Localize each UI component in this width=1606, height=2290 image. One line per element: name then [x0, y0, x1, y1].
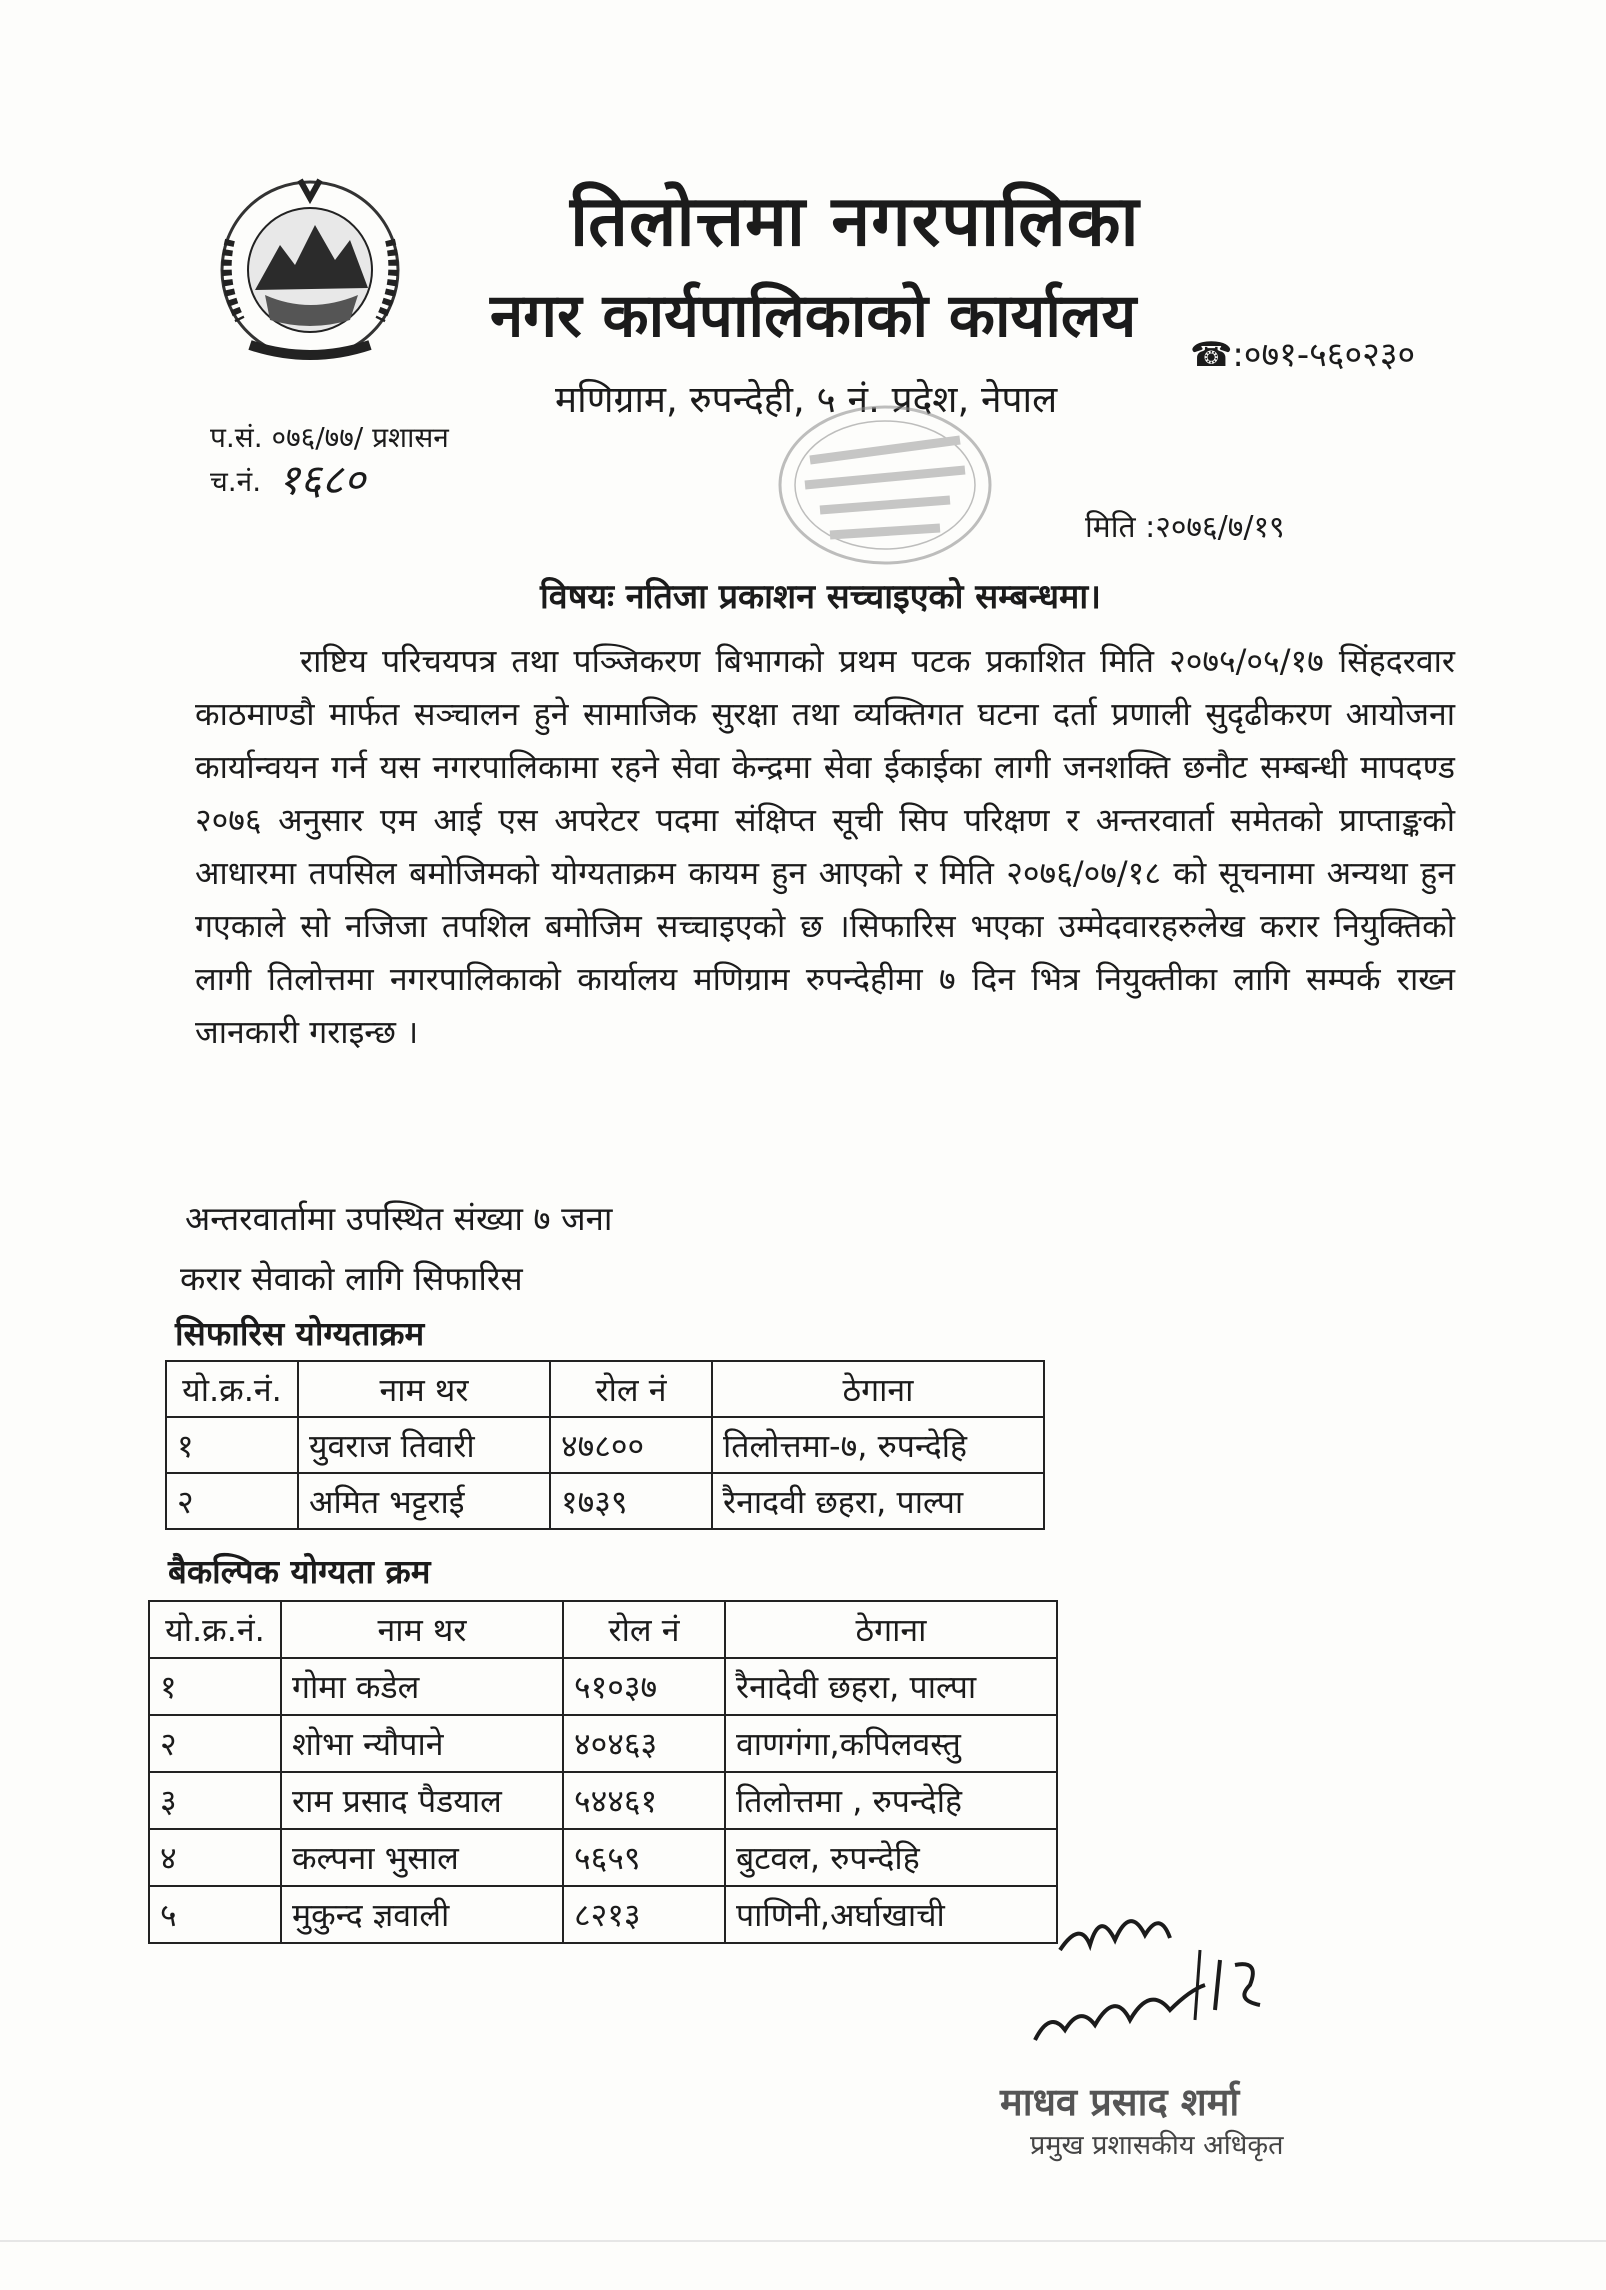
cell-roll: ४०४६३	[563, 1715, 725, 1772]
dispatch-label: च.नं.	[210, 465, 262, 498]
table-header-row	[149, 1601, 1057, 1658]
alternate-table	[148, 1600, 1058, 1944]
cell-serial: ३	[149, 1772, 281, 1829]
table-row	[149, 1886, 1057, 1943]
dispatch-number: १६८०	[278, 455, 366, 504]
cell-serial: २	[166, 1473, 298, 1529]
cell-roll: ५६५९	[563, 1829, 725, 1886]
table-row	[149, 1772, 1057, 1829]
cell-name: अमित भट्टराई	[298, 1473, 550, 1529]
signatory-name: माधव प्रसाद शर्मा	[1000, 2080, 1240, 2124]
letter-subject: विषयः नतिजा प्रकाशन सच्चाइएको सम्बन्धमा।	[540, 577, 1102, 617]
cell-serial: १	[149, 1658, 281, 1715]
cell-roll: ४७८००	[550, 1417, 712, 1473]
government-emblem-icon	[200, 170, 420, 370]
alternate-heading: बैकल्पिक योग्यता क्रम	[168, 1552, 431, 1591]
table-row	[149, 1829, 1057, 1886]
column-header: रोल नं	[550, 1361, 712, 1417]
table-row	[149, 1658, 1057, 1715]
cell-address: रैनादवी छहरा, पाल्पा	[712, 1473, 1044, 1529]
letter-reference: प.सं. ०७६/७७/ प्रशासन	[210, 421, 449, 454]
recommended-table	[165, 1360, 1045, 1530]
recommended-heading: सिफारिस योग्यताक्रम	[175, 1314, 425, 1353]
municipality-title: तिलोत्तमा नगरपालिका	[570, 180, 1140, 262]
cell-address: पाणिनी,अर्घाखाची	[725, 1886, 1057, 1943]
office-seal-stamp	[770, 400, 1000, 570]
signatory-title: प्रमुख प्रशासकीय अधिकृत	[1030, 2130, 1284, 2161]
cell-address: तिलोत्तमा-७, रुपन्देहि	[712, 1417, 1044, 1473]
cell-serial: ४	[149, 1829, 281, 1886]
column-header: यो.क्र.नं.	[166, 1361, 298, 1417]
cell-name: युवराज तिवारी	[298, 1417, 550, 1473]
column-header: ठेगाना	[725, 1601, 1057, 1658]
letter-date: मिति :२०७६/७/१९	[1085, 510, 1285, 545]
cell-address: बुटवल, रुपन्देहि	[725, 1829, 1057, 1886]
office-title: नगर कार्यपालिकाको कार्यालय	[490, 281, 1137, 351]
present-count: अन्तरवार्तामा उपस्थित संख्या ७ जना	[185, 1199, 613, 1238]
column-header: ठेगाना	[712, 1361, 1044, 1417]
column-header: नाम थर	[298, 1361, 550, 1417]
table-row	[149, 1715, 1057, 1772]
cell-roll: ५१०३७	[563, 1658, 725, 1715]
cell-address: तिलोत्तमा , रुपन्देहि	[725, 1772, 1057, 1829]
cell-roll: ८२१३	[563, 1886, 725, 1943]
table-row	[166, 1473, 1044, 1529]
cell-name: मुकुन्द ज्ञवाली	[281, 1886, 563, 1943]
table-row	[166, 1417, 1044, 1473]
table-header-row	[166, 1361, 1044, 1417]
cell-name: गोमा कडेल	[281, 1658, 563, 1715]
cell-serial: २	[149, 1715, 281, 1772]
cell-serial: १	[166, 1417, 298, 1473]
handwritten-signature	[1020, 1890, 1280, 2070]
recommend-line: करार सेवाको लागि सिफारिस	[180, 1259, 523, 1298]
column-header: रोल नं	[563, 1601, 725, 1658]
cell-name: शोभा न्यौपाने	[281, 1715, 563, 1772]
cell-serial: ५	[149, 1886, 281, 1943]
office-address: मणिग्राम, रुपन्देही, ५ नं. प्रदेश, नेपाल	[555, 378, 1058, 421]
cell-name: राम प्रसाद पैडयाल	[281, 1772, 563, 1829]
page-bottom-rule	[0, 2240, 1606, 2242]
cell-name: कल्पना भुसाल	[281, 1829, 563, 1886]
cell-address: वाणगंगा,कपिलवस्तु	[725, 1715, 1057, 1772]
column-header: नाम थर	[281, 1601, 563, 1658]
column-header: यो.क्र.नं.	[149, 1601, 281, 1658]
cell-address: रैनादेवी छहरा, पाल्पा	[725, 1658, 1057, 1715]
letter-body: राष्टिय परिचयपत्र तथा पञ्जिकरण बिभागको प्रथम पटक प्रकाशित मिति २०७५/०५/१७ सिंहदरवार काठमाण्डौ मार्फत सञ्चालन हुने सामाजिक सुरक्षा तथा व्यक्तिगत घटना दर्ता प्रणाली सुदृढीकरण आयोजना कार्यान्वयन गर्न यस नगरपालिकामा रहने सेवा केन्द्रमा सेवा ईकाईका लागी जनशक्ति छनौट सम्बन्धी मापदण्ड २०७६ अनुसार एम आई एस अपरेटर पदमा संक्षिप्त सूची सिप परिक्षण र अन्तरवार्ता समेतको प्राप्ताङ्कको आधारमा तपसिल बमोजिमको योग्यताक्रम कायम हुन आएको र मिति २०७६/०७/१८ को सूचनामा अन्यथा हुन गएकाले सो नजिजा तपशिल बमोजिम सच्चाइएको छ ।सिफारिस भएका उम्मेदवारहरुलेख करार नियुक्तिको लागी तिलोत्तमा नगरपालिकाको कार्यालय मणिग्राम रुपन्देहीमा ७ दिन भित्र नियुक्तीका लागि सम्पर्क राख्न जानकारी गराइन्छ ।	[195, 642, 1455, 1051]
cell-roll: ५४४६१	[563, 1772, 725, 1829]
cell-roll: १७३९	[550, 1473, 712, 1529]
phone-number: ☎:०७१-५६०२३०	[1190, 335, 1416, 375]
